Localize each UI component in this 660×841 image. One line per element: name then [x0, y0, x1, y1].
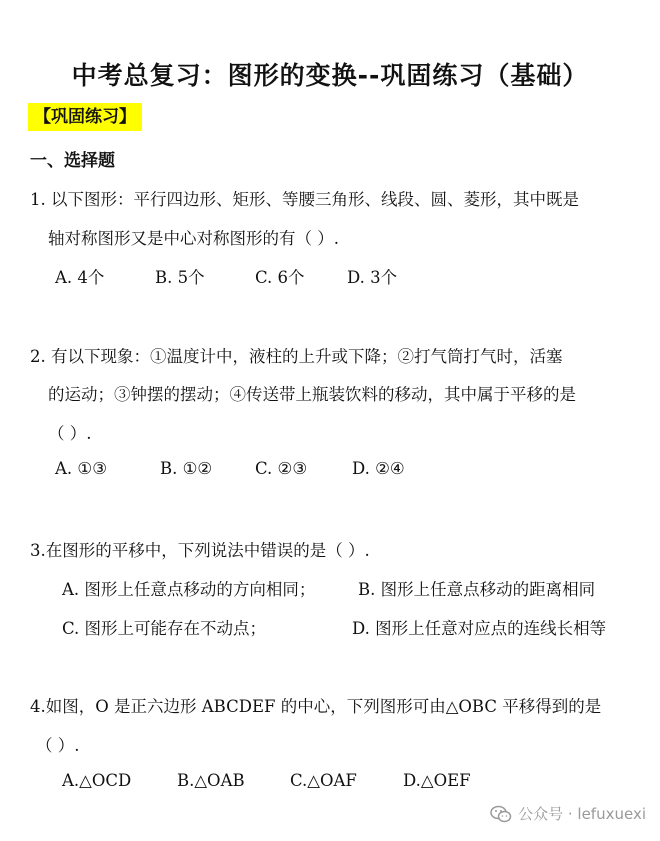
question-1-option-a: A. 4个 [55, 268, 105, 287]
question-1-option-d: D. 3个 [347, 268, 398, 287]
question-4-option-a: A.△OCD [62, 771, 132, 790]
question-3-option-a: A. 图形上任意点移动的方向相同； [62, 580, 316, 599]
watermark [490, 803, 646, 824]
question-1-line-2: 轴对称图形又是中心对称图形的有（ ）. [48, 229, 339, 248]
question-2-line-3: （ ）. [48, 424, 92, 443]
question-3-option-b: B. 图形上任意点移动的距离相同 [358, 580, 596, 599]
question-1-line-1: 1. 以下图形：平行四边形、矩形、等腰三角形、线段、圆、菱形，其中既是 [30, 190, 579, 209]
question-4-line-1: 4.如图，O 是正六边形 ABCDEF 的中心，下列图形可由△OBC 平移得到的是 [30, 697, 602, 716]
question-1-option-b: B. 5个 [155, 268, 205, 287]
question-4-option-d: D.△OEF [403, 771, 471, 790]
page-title: 中考总复习：图形的变换--巩固练习（基础） [71, 61, 589, 90]
question-4-option-b: B.△OAB [177, 771, 245, 790]
question-1-option-c: C. 6个 [255, 268, 305, 287]
section-tag: 【巩固练习】 [28, 103, 142, 131]
question-4-option-c: C.△OAF [290, 771, 357, 790]
question-2-option-b: B. ①② [160, 459, 213, 478]
question-2-line-1: 2. 有以下现象：①温度计中，液柱的上升或下降；②打气筒打气时，活塞 [30, 347, 563, 366]
question-2-line-2: 的运动；③钟摆的摆动；④传送带上瓶装饮料的移动，其中属于平移的是 [48, 385, 576, 404]
watermark-text: 公众号 · lefuxuexi [518, 805, 646, 823]
question-3-line-1: 3.在图形的平移中，下列说法中错误的是（ ）. [30, 541, 370, 560]
wechat-icon [490, 805, 512, 823]
section-heading: 一、选择题 [30, 151, 115, 171]
question-3-option-c: C. 图形上可能存在不动点； [62, 619, 267, 638]
question-2-option-d: D. ②④ [352, 459, 405, 478]
question-2-option-a: A. ①③ [55, 459, 107, 478]
question-4-line-2: （ ）. [36, 736, 80, 755]
question-2-option-c: C. ②③ [255, 459, 308, 478]
question-3-option-d: D. 图形上任意对应点的连线长相等 [352, 619, 607, 638]
